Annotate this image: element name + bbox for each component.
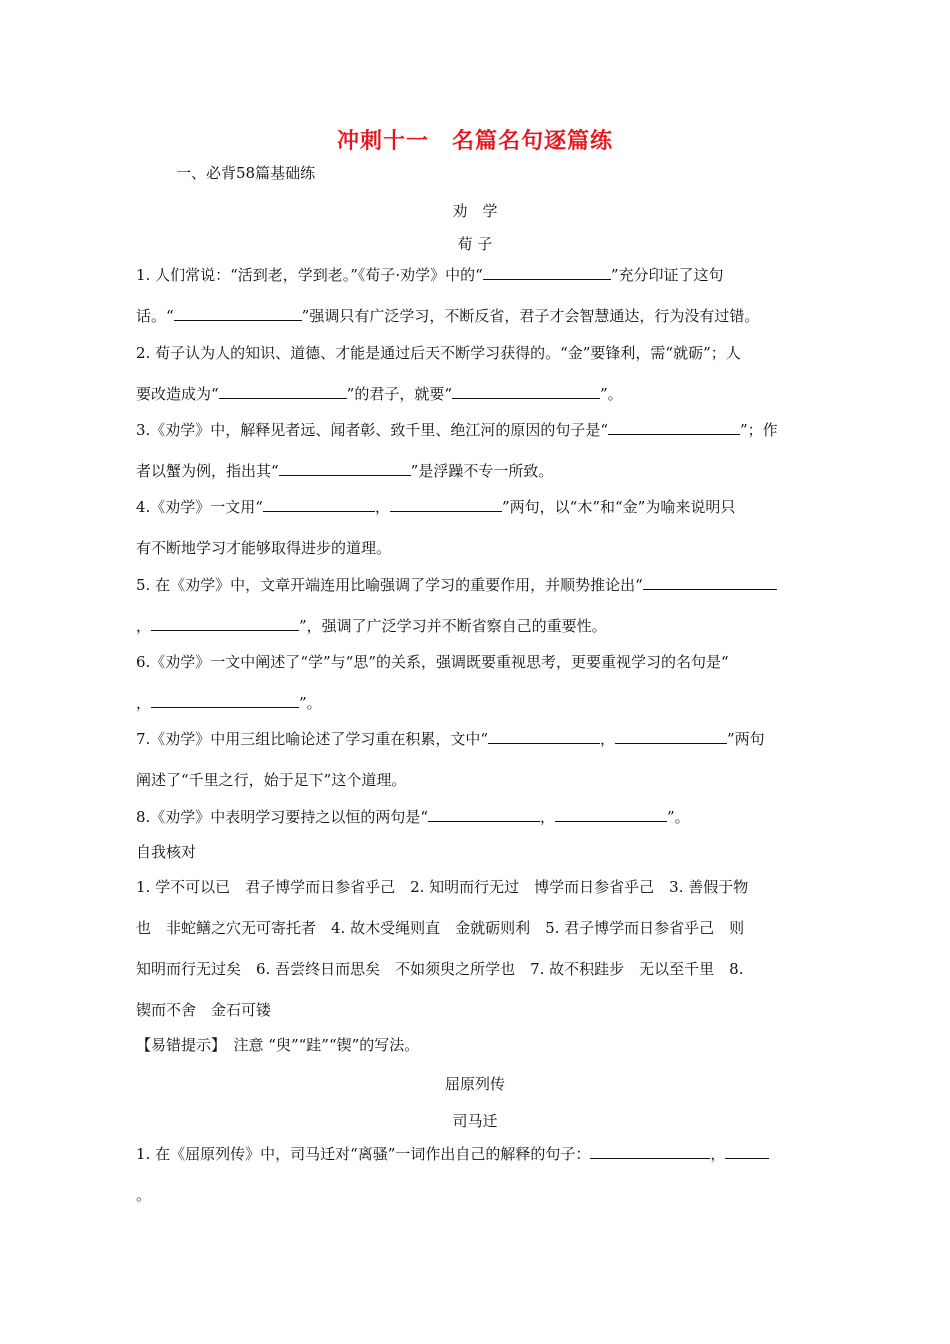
answer-blank[interactable] [643,572,777,590]
error-tip [136,1034,419,1055]
question-1: 1. 在《屈原列传》中，司马迁对“离骚”一词作出自己的解释的句子： ， 。 [136,1134,816,1216]
question-7: 7.《劝学》中用三组比喻论述了学习重在积累，文中“ ， ”两句 阐述了“千里之行，始于足下”这个道理。 [136,719,816,801]
tip-text: 注意 “臾”“跬”“锲”的写法。 [218,1036,420,1054]
answer-key [136,867,816,1031]
answer-blank[interactable] [151,690,299,708]
answer-blank[interactable] [428,804,540,822]
answer-blank[interactable] [483,262,611,280]
article-author: 荀 子 [457,235,493,253]
answer-line: 1. 学不可以已 君子博学而日参省乎己 2. 知明而行无过 博学而日参省乎己 3. 善假于物 [136,878,749,896]
answer-blank[interactable] [263,494,375,512]
answer-blank[interactable] [174,303,302,321]
answer-blank[interactable] [725,1141,769,1159]
page-title: 冲刺十一 名篇名句逐篇练 [336,129,613,154]
answer-blank[interactable] [608,417,740,435]
tip-label: 【易错提示】 [136,1036,219,1054]
question-3: 3.《劝学》中，解释见者远、闻者彰、致千里、绝江河的原因的句子是“ ”；作 者以蟹为例，指出其“ ”是浮躁不专一所致。 [136,410,816,492]
question-1: 1. 人们常说：“活到老，学到老。”《荀子·劝学》中的“ ”充分印证了这句 话。“ ”强调只有广泛学习，不断反省，君子才会智慧通达，行为没有过错。 [136,255,816,337]
answer-blank[interactable] [590,1141,710,1159]
question-5: 5. 在《劝学》中，文章开端连用比喻强调了学习的重要作用，并顺势推论出“ ， ”，强调了广泛学习并不断省察自己的重要性。 [136,565,816,647]
answer-blank[interactable] [615,726,727,744]
self-check-heading: 自我核对 [136,843,197,861]
answer-blank[interactable] [279,458,411,476]
answer-blank[interactable] [488,726,600,744]
answer-blank[interactable] [219,381,347,399]
question-8: 8.《劝学》中表明学习要持之以恒的两句是“ ， ”。 [136,797,816,838]
answer-blank[interactable] [151,613,299,631]
article-title: 屈原列传 [444,1075,505,1093]
answer-line: 也 非蛇鳝之穴无可寄托者 4. 故木受绳则直 金就砺则利 5. 君子博学而日参省乎己 则 [136,919,745,937]
answer-line: 锲而不舍 金石可镂 [136,1001,272,1019]
article-author: 司马迁 [452,1112,498,1130]
section-heading: 一、必背58篇基础练 [176,164,316,182]
question-2: 2. 荀子认为人的知识、道德、才能是通过后天不断学习获得的。“金”要锋利，需“就砺”；人 要改造成为“ ”的君子，就要“ ”。 [136,344,741,403]
question-4: 4.《劝学》一文用“ ， ”两句，以“木”和“金”为喻来说明只 有不断地学习才能够取得进步的道理。 [136,487,816,569]
answer-line: 知明而行无过矣 6. 吾尝终日而思矣 不如须臾之所学也 7. 故不积跬步 无以至千里 8. [136,960,744,978]
question-6: 6.《劝学》一文中阐述了“学”与“思”的关系，强调既要重视思考，更要重视学习的名句是“ ， ”。 [136,653,729,712]
answer-blank[interactable] [452,381,600,399]
article-title: 劝 学 [452,202,498,220]
answer-blank[interactable] [390,494,502,512]
answer-blank[interactable] [555,804,667,822]
